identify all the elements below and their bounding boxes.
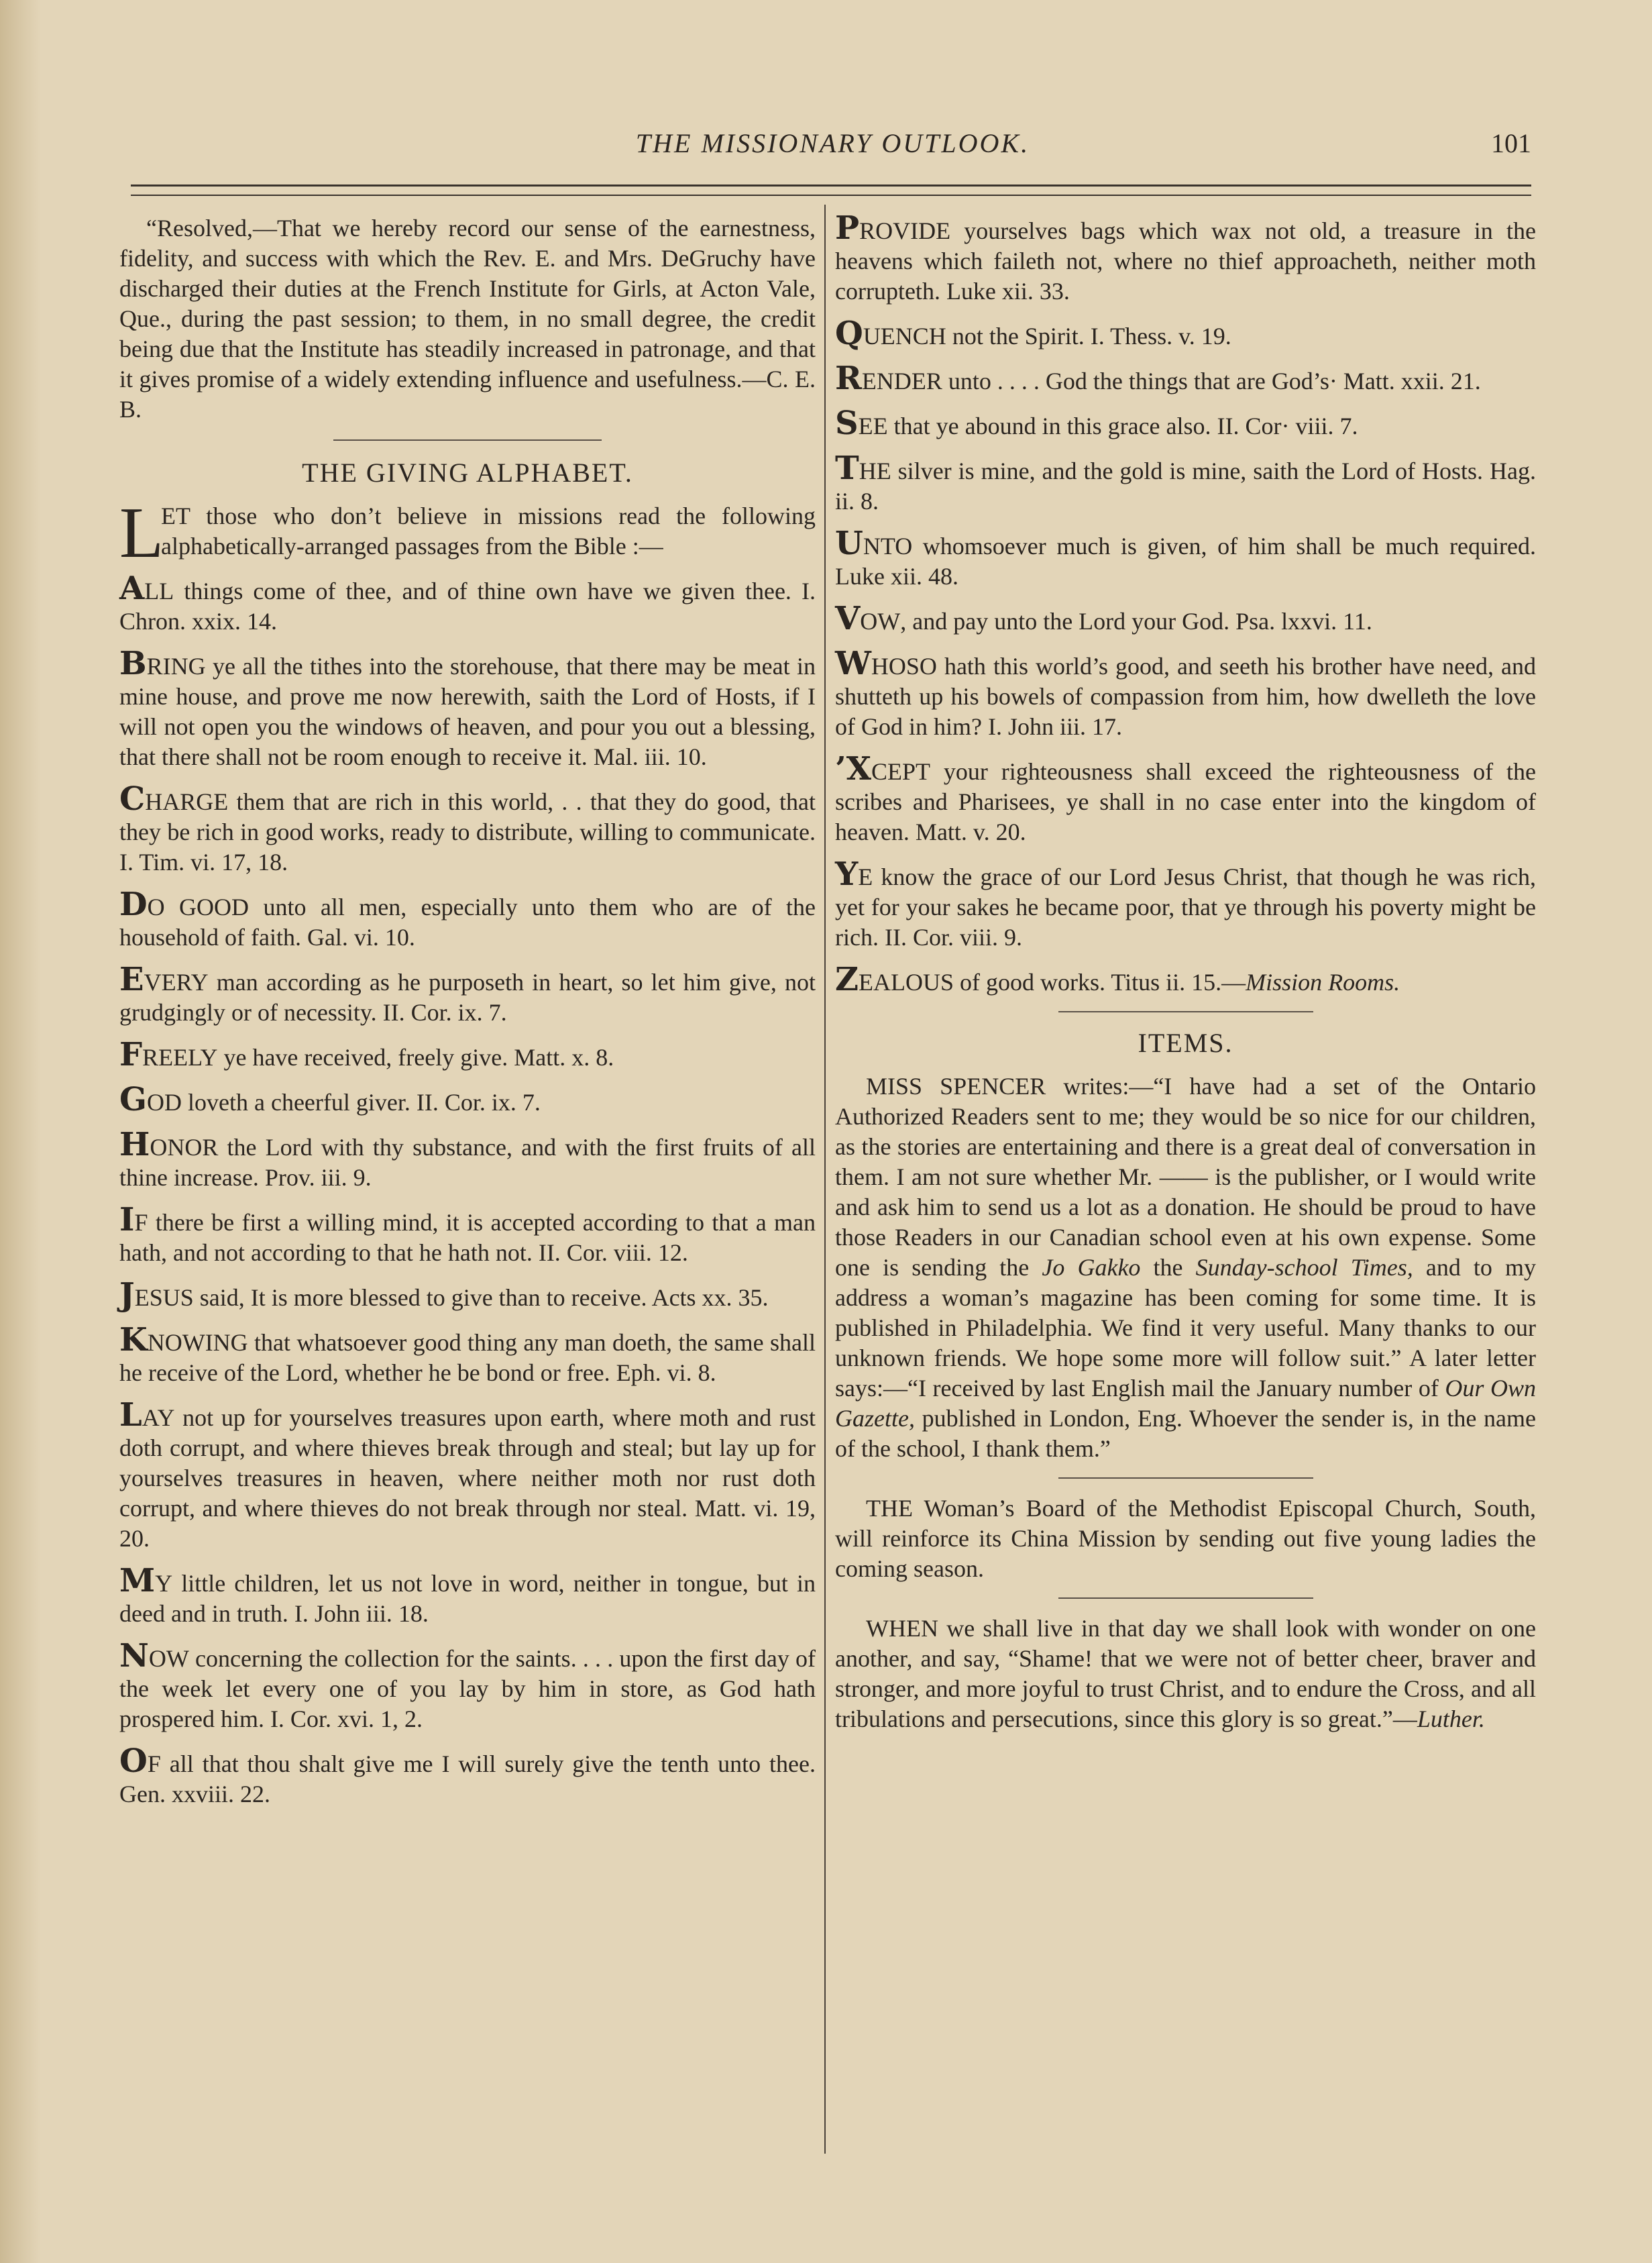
verse-l: LAY not up for yourselves treasures upon earth, where moth and rust doth corrupt, and where thieves break through and steal; but lay up for yourselves treasures in heaven, where neither moth nor rust doth corrupt, and where thieves do not break through nor steal. Matt. vi. 19, 20. (119, 1396, 816, 1552)
verse-z: ZEALOUS of good works. Titus ii. 15.—Mission Rooms. (835, 961, 1400, 998)
verse-h: HONOR the Lord with thy substance, and with the first fruits of all thine increase. Prov. iii. 9. (119, 1126, 816, 1191)
left-column (119, 213, 816, 1822)
verse-v: VOW, and pay unto the Lord your God. Psa. lxxvi. 11. (835, 600, 1372, 637)
intro-paragraph (119, 493, 816, 573)
verse-t: THE silver is mine, and the gold is mine, saith the Lord of Hosts. Hag. ii. 8. (835, 450, 1536, 515)
verse-d: DO GOOD unto all men, especially unto them who are of the household of faith. Gal. vi. 10. (119, 886, 816, 951)
running-title: THE MISSIONARY OUTLOOK. (635, 128, 1030, 158)
item-luther-quote: WHEN we shall live in that day we shall look with wonder on one another, and say, “Shame! that we were not of better cheer, braver and stronger, and more joyful to trust Christ, and to endure the Cross, and all tribulations and persecutions, since this glory is so great.”—Luther. (835, 1615, 1536, 1732)
verse-i: IF there be first a willing mind, it is accepted according to that a man hath, and not according to that he hath not. II. Cor. viii. 12. (119, 1201, 816, 1266)
items-heading: ITEMS. (1138, 1028, 1233, 1058)
items-rule-bottom (1058, 1597, 1313, 1599)
verse-y: YE know the grace of our Lord Jesus Christ, that though he was rich, yet for your sakes he became poor, that ye through his poverty might be rich. II. Cor. viii. 9. (835, 855, 1536, 951)
verse-w: WHOSO hath this world’s good, and seeth his brother have need, and shutteth up his bowels of compassion from him, how dwelleth the love of God in him? I. John iii. 17. (835, 645, 1536, 740)
verse-x: ’XCEPT your righteousness shall exceed the righteousness of the scribes and Pharisees, ye shall in no case enter into the kingdom of heaven. Matt. v. 20. (835, 750, 1536, 845)
running-head (134, 127, 1531, 168)
items-rule-mid (1058, 1477, 1313, 1479)
verse-c: CHARGE them that are rich in this world, . . that they do good, that they be rich in good works, ready to distribute, willing to communicate. I. Tim. vi. 17, 18. (119, 780, 816, 876)
verse-r: RENDER unto . . . . God the things that are God’s· Matt. xxii. 21. (835, 360, 1481, 397)
verse-m: MY little children, let us not love in word, neither in tongue, but in deed and in truth. I. John iii. 18. (119, 1562, 816, 1627)
verse-q: QUENCH not the Spirit. I. Thess. v. 19. (835, 315, 1231, 352)
item-spencer-letter: MISS SPENCER writes:—“I have had a set of the Ontario Authorized Readers sent to me; they would be so nice for our children, as the stories are entertaining and there is a great deal of conversation in them. I am not sure whether Mr. —— is the publisher, or I would write and ask him to send us a lot as a donation. He should be proud to have those Readers in our Canadian school even at his own expense. Some one is sending the Jo Gakko the Sunday-school Times, and to my address a woman’s magazine has been coming for some time. It is published in Philadelphia. We find it very useful. Many thanks to our unknown friends. We hope some more will follow suit.” A later letter says:—“I received by last English mail the January number of Our Own Gazette, published in London, Eng. Whoever the sender is, in the name of the school, I thank them.” (835, 1073, 1537, 1462)
verse-k: KNOWING that whatsoever good thing any man doeth, the same shall he receive of the Lord, whether he be bond or free. Eph. vi. 8. (119, 1321, 816, 1386)
page-edge-shading (0, 0, 40, 2263)
verse-j: JESUS said, It is more blessed to give than to receive. Acts xx. 35. (119, 1276, 769, 1314)
verse-n: NOW concerning the collection for the saints. . . . upon the first day of the week let every one of you lay by him in store, as God hath prospered him. I. Cor. xvi. 1, 2. (119, 1637, 816, 1732)
verse-u: UNTO whomsoever much is given, of him shall be much required. Luke xii. 48. (835, 525, 1536, 590)
resolution-paragraph: “Resolved,—That we hereby record our sense of the earnestness, fidelity, and success with which the Rev. E. and Mrs. DeGruchy have discharged their duties at the French Institute for Girls, at Acton Vale, Que., during the past session; to them, in no small degree, the credit being due that the Institute has steadily increased in patronage, and that it gives promise of a widely extending influence and usefulness.—C. E. B. (119, 215, 816, 423)
verse-f: FREELY ye have received, freely give. Matt. x. 8. (119, 1036, 614, 1073)
section-rule (333, 439, 602, 441)
item-womans-board: THE Woman’s Board of the Methodist Episcopal Church, South, will reinforce its China Mission by sending out five young ladies the coming season. (835, 1495, 1536, 1582)
drop-cap: L (119, 493, 164, 573)
verse-b: BRING ye all the tithes into the storehouse, that there may be meat in mine house, and prove me now herewith, saith the Lord of Hosts, if I will not open you the windows of heaven, and pour you out a blessing, that there shall not be room enough to receive it. Mal. iii. 10. (119, 645, 816, 770)
verse-e: EVERY man according as he purposeth in heart, so let him give, not grudgingly or of necessity. II. Cor. ix. 7. (119, 961, 816, 1026)
verse-s: SEE that ye abound in this grace also. II. Cor· viii. 7. (835, 405, 1358, 442)
verse-a: ALL things come of thee, and of thine own have we given thee. I. Chron. xxix. 14. (119, 570, 816, 635)
header-rule (131, 185, 1531, 196)
verse-p: PROVIDE yourselves bags which wax not old, a treasure in the heavens which faileth not, where no thief approacheth, neither moth corrupteth. Luke xii. 33. (835, 209, 1536, 305)
giving-alphabet-heading: THE GIVING ALPHABET. (302, 458, 633, 488)
right-column (835, 209, 1537, 1748)
page-number: 101 (1491, 128, 1531, 158)
column-divider (824, 205, 826, 2154)
verse-g: GOD loveth a cheerful giver. II. Cor. ix. 7. (119, 1081, 541, 1118)
intro-text: ET those who don’t believe in missions read the following alphabetically-arranged passages from the Bible :— (161, 503, 816, 560)
items-rule-top (1058, 1011, 1313, 1012)
verse-o: OF all that thou shalt give me I will surely give the tenth unto thee. Gen. xxviii. 22. (119, 1742, 816, 1807)
